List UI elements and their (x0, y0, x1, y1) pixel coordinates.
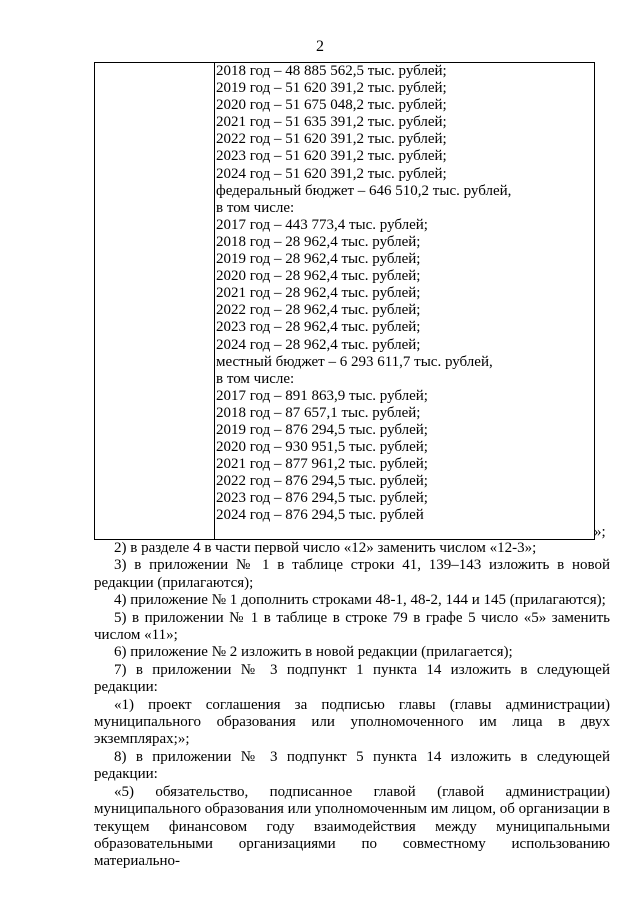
item-8-quote: «5) обязательство, подписанное главой (главой администрации) муниципального образования или уполномоченным им лицом, об организации в текущем финансовом году взаимодействия между муниципальными образовательными организациями по совместному использованию материально- (94, 783, 610, 870)
table-line: 2017 год – 891 863,9 тыс. рублей; (216, 387, 428, 404)
table-line: 2019 год – 51 620 391,2 тыс. рублей; (216, 80, 447, 97)
table-line: 2017 год – 443 773,4 тыс. рублей; (216, 216, 428, 233)
table-line: 2022 год – 876 294,5 тыс. рублей; (216, 473, 428, 490)
table-line: 2022 год – 28 962,4 тыс. рублей; (216, 302, 421, 319)
table-lines (216, 63, 590, 525)
item-7-quote: «1) проект соглашения за подписью главы (главы администрации) муниципального образования или уполномоченного им лица в двух экземплярах;»; (94, 696, 610, 748)
item-6: 6) приложение № 2 изложить в новой редакции (прилагается); (114, 644, 513, 661)
table-line: 2021 год – 51 635 391,2 тыс. рублей; (216, 114, 447, 131)
item-2: 2) в разделе 4 в части первой число «12» заменить числом «12-3»; (114, 540, 537, 556)
table-line: 2020 год – 28 962,4 тыс. рублей; (216, 268, 421, 285)
table-line: в том числе: (216, 199, 295, 216)
table-line: 2024 год – 51 620 391,2 тыс. рублей; (216, 165, 447, 182)
table-line: 2020 год – 930 951,5 тыс. рублей; (216, 439, 428, 456)
table-line: 2018 год – 87 657,1 тыс. рублей; (216, 404, 421, 421)
item-5: 5) в приложении № 1 в таблице в строке 79 в графе 5 число «5» заменить числом «11»; (94, 609, 610, 644)
table-line: 2018 год – 48 885 562,5 тыс. рублей; (216, 63, 447, 79)
table-closing-quote: »; (594, 524, 606, 540)
table-line: 2022 год – 51 620 391,2 тыс. рублей; (216, 131, 447, 148)
table-line: 2024 год – 28 962,4 тыс. рублей; (216, 336, 421, 353)
table-line: 2021 год – 877 961,2 тыс. рублей; (216, 456, 428, 473)
table-line: 2023 год – 876 294,5 тыс. рублей; (216, 490, 428, 507)
item-7: 7) в приложении № 3 подпункт 1 пункта 14 изложить в следующей редакции: (94, 661, 610, 696)
table-line: 2020 год – 51 675 048,2 тыс. рублей; (216, 97, 447, 114)
table-line: 2021 год – 28 962,4 тыс. рублей; (216, 285, 421, 302)
document-body (94, 540, 610, 871)
table-line: федеральный бюджет – 646 510,2 тыс. рублей, (216, 182, 512, 199)
table-line: 2019 год – 876 294,5 тыс. рублей; (216, 421, 428, 438)
table-column-divider (214, 63, 215, 539)
table-line: 2024 год – 876 294,5 тыс. рублей (216, 507, 424, 524)
table-line: 2019 год – 28 962,4 тыс. рублей; (216, 251, 421, 268)
page-number: 2 (316, 38, 324, 55)
table-line: в том числе: (216, 370, 295, 387)
table-line: местный бюджет – 6 293 611,7 тыс. рублей, (216, 353, 493, 370)
item-8: 8) в приложении № 3 подпункт 5 пункта 14 изложить в следующей редакции: (94, 748, 610, 783)
table-line: 2023 год – 51 620 391,2 тыс. рублей; (216, 148, 447, 165)
table-line: 2018 год – 28 962,4 тыс. рублей; (216, 233, 421, 250)
table-line: 2023 год – 28 962,4 тыс. рублей; (216, 319, 421, 336)
item-4: 4) приложение № 1 дополнить строками 48-1, 48-2, 144 и 145 (прилагаются); (114, 592, 606, 609)
budget-table (94, 62, 595, 540)
item-3: 3) в приложении № 1 в таблице строки 41, 139–143 изложить в новой редакции (прилагаются); (94, 557, 610, 591)
